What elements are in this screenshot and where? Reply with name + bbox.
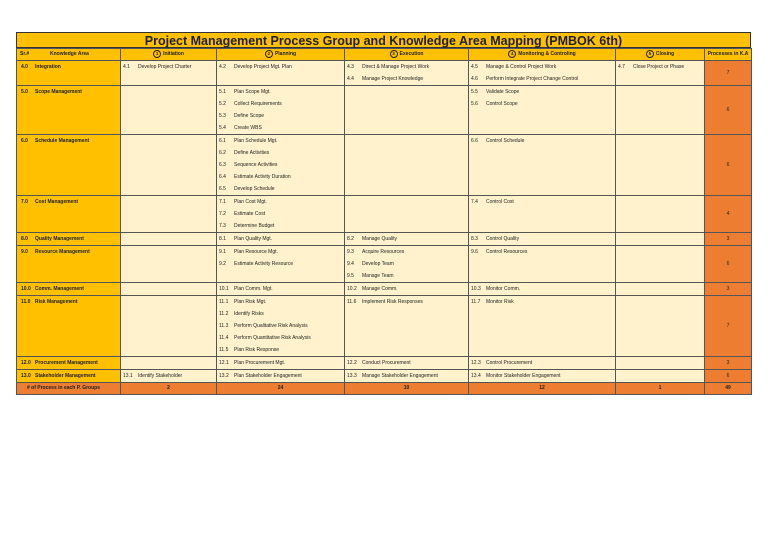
process-number: 5.5: [471, 89, 478, 95]
knowledge-area-name: Integration: [35, 64, 61, 70]
group-number-icon: 2: [265, 50, 273, 58]
process-count: 7: [705, 61, 752, 86]
execution-cell: [345, 233, 469, 246]
process-name: Close Project or Phase: [633, 64, 685, 70]
process-name: Determine Budget: [234, 223, 275, 229]
execution-cell: [345, 135, 469, 196]
process-number: 6.2: [219, 150, 226, 156]
knowledge-area-name: Comm. Management: [35, 286, 84, 292]
process-number: 9.5: [347, 273, 354, 279]
process-item: [217, 61, 344, 73]
process-number: 9.1: [219, 249, 226, 255]
process-name: Control Quality: [486, 236, 520, 242]
footer-label: # of Process in each P. Groups: [17, 383, 121, 395]
knowledge-area-number: 7.0: [21, 199, 28, 205]
mapping-table: [16, 48, 752, 395]
monitoring-cell: [469, 283, 616, 296]
initiation-cell: [121, 283, 217, 296]
process-name: Manage Comm.: [362, 286, 398, 292]
monitoring-header: [469, 49, 616, 61]
knowledge-area-name: Scope Management: [35, 89, 82, 95]
process-number: 8.1: [219, 236, 226, 242]
closing-cell: [616, 135, 705, 196]
initiation-cell: [121, 233, 217, 246]
process-name: Plan Procurement Mgt.: [234, 360, 286, 366]
process-name: Manage Quality: [362, 236, 398, 242]
header-row: [17, 49, 752, 61]
planning-cell: [217, 246, 345, 283]
process-number: 4.4: [347, 76, 354, 82]
process-name: Perform Integrate Project Change Control: [486, 76, 579, 82]
closing-header-label: Closing: [655, 51, 675, 57]
initiation-cell: [121, 296, 217, 357]
process-number: 12.1: [219, 360, 229, 366]
execution-cell: [345, 283, 469, 296]
process-name: Manage Stakeholder Engagement: [362, 373, 438, 379]
group-number-icon: 3: [390, 50, 398, 58]
process-count: 6: [705, 86, 752, 135]
process-name: Identify Risks: [234, 311, 264, 317]
process-name: Estimate Cost: [234, 211, 266, 217]
process-name: Monitor Stakeholder Engagement: [486, 373, 561, 379]
process-number: 6.4: [219, 174, 226, 180]
initiation-total: 2: [121, 383, 217, 395]
process-item: [345, 233, 468, 245]
process-name: Develop Schedule: [234, 186, 275, 192]
process-item: [345, 258, 468, 270]
knowledge-area-row: [17, 196, 752, 233]
planning-cell: [217, 233, 345, 246]
process-name: Manage & Control Project Work: [486, 64, 557, 70]
execution-cell: [345, 296, 469, 357]
process-count: 3: [705, 283, 752, 296]
process-number: 5.1: [219, 89, 226, 95]
execution-cell: [345, 196, 469, 233]
process-name: Monitor Comm.: [486, 286, 521, 292]
knowledge-area-cell: [17, 296, 121, 357]
sr-header: Sr.#: [20, 51, 30, 57]
process-name: Control Schedule: [486, 138, 525, 144]
execution-cell: [345, 357, 469, 370]
process-number: 7.4: [471, 199, 478, 205]
knowledge-area-number: 12.0: [21, 360, 31, 366]
process-name: Plan Risk Response: [234, 347, 280, 353]
mapping-body: [17, 61, 752, 383]
process-item: [217, 147, 344, 159]
process-number: 6.5: [219, 186, 226, 192]
process-name: Perform Quantitative Risk Analysis: [234, 335, 311, 341]
process-item: [469, 86, 615, 98]
monitoring-total: 12: [469, 383, 616, 395]
process-name: Acquire Resources: [362, 249, 405, 255]
mapping-document: [16, 32, 751, 395]
knowledge-area-name: Schedule Management: [35, 138, 90, 144]
process-item: [469, 135, 615, 147]
execution-header: [345, 49, 469, 61]
knowledge-area-row: [17, 370, 752, 383]
planning-total: 24: [217, 383, 345, 395]
execution-total: 10: [345, 383, 469, 395]
process-item: [217, 196, 344, 208]
process-item: [121, 61, 216, 73]
initiation-cell: [121, 135, 217, 196]
monitoring-cell: [469, 296, 616, 357]
process-number: 6.1: [219, 138, 226, 144]
initiation-cell: [121, 61, 217, 86]
monitoring-header-label: Monitoring & Controling: [518, 51, 576, 57]
planning-cell: [217, 86, 345, 135]
process-number: 4.2: [219, 64, 226, 70]
group-number-icon: 4: [508, 50, 516, 58]
process-name: Monitor Risk: [486, 299, 514, 305]
knowledge-area-row: [17, 296, 752, 357]
process-item: [217, 296, 344, 308]
knowledge-area-name: Resource Management: [35, 249, 90, 255]
process-item: [217, 135, 344, 147]
process-number: 10.2: [347, 286, 357, 292]
process-number: 13.4: [471, 373, 481, 379]
process-item: [345, 370, 468, 382]
closing-cell: [616, 357, 705, 370]
process-item: [217, 344, 344, 356]
process-name: Implement Risk Responses: [362, 299, 423, 305]
process-item: [616, 61, 704, 73]
knowledge-area-header: [17, 49, 121, 61]
process-name: Conduct Procurement: [362, 360, 411, 366]
process-item: [217, 171, 344, 183]
process-item: [345, 283, 468, 295]
process-item: [217, 308, 344, 320]
knowledge-area-number: 5.0: [21, 89, 28, 95]
process-count: 6: [705, 370, 752, 383]
execution-cell: [345, 61, 469, 86]
initiation-header: [121, 49, 217, 61]
knowledge-area-cell: [17, 357, 121, 370]
knowledge-area-name: Procurement Management: [35, 360, 98, 366]
closing-total: 1: [616, 383, 705, 395]
process-name: Plan Comm. Mgt.: [234, 286, 273, 292]
planning-cell: [217, 357, 345, 370]
process-number: 5.6: [471, 101, 478, 107]
process-item: [469, 196, 615, 208]
monitoring-cell: [469, 357, 616, 370]
knowledge-area-name: Risk Management: [35, 299, 78, 305]
closing-cell: [616, 61, 705, 86]
execution-cell: [345, 86, 469, 135]
process-number: 12.3: [471, 360, 481, 366]
process-item: [217, 370, 344, 382]
monitoring-cell: [469, 246, 616, 283]
process-item: [217, 183, 344, 195]
knowledge-area-row: [17, 283, 752, 296]
initiation-cell: [121, 246, 217, 283]
knowledge-area-cell: [17, 196, 121, 233]
monitoring-cell: [469, 370, 616, 383]
process-name: Control Scope: [486, 101, 518, 107]
closing-header: [616, 49, 705, 61]
process-item: [345, 73, 468, 85]
process-number: 13.1: [123, 373, 133, 379]
process-name: Perform Qualitative Risk Analysis: [234, 323, 308, 329]
process-number: 5.2: [219, 101, 226, 107]
process-number: 11.3: [219, 323, 229, 329]
process-item: [469, 283, 615, 295]
process-item: [469, 98, 615, 110]
initiation-cell: [121, 370, 217, 383]
knowledge-area-number: 13.0: [21, 373, 31, 379]
knowledge-area-number: 9.0: [21, 249, 28, 255]
process-item: [217, 246, 344, 258]
knowledge-area-row: [17, 357, 752, 370]
process-number: 11.6: [347, 299, 357, 305]
initiation-cell: [121, 357, 217, 370]
document-title: Project Management Process Group and Knowledge Area Mapping (PMBOK 6th): [16, 32, 751, 48]
process-number: 4.5: [471, 64, 478, 70]
process-number: 13.2: [219, 373, 229, 379]
knowledge-area-number: 11.0: [21, 299, 31, 305]
process-item: [217, 110, 344, 122]
knowledge-area-row: [17, 135, 752, 196]
process-item: [469, 357, 615, 369]
process-name: Plan Schedule Mgt.: [234, 138, 278, 144]
knowledge-area-number: 6.0: [21, 138, 28, 144]
planning-cell: [217, 61, 345, 86]
process-name: Plan Cost Mgt.: [234, 199, 267, 205]
knowledge-area-row: [17, 61, 752, 86]
process-count: 3: [705, 233, 752, 246]
process-number: 5.4: [219, 125, 226, 131]
planning-cell: [217, 135, 345, 196]
process-number: 12.2: [347, 360, 357, 366]
planning-cell: [217, 370, 345, 383]
process-name: Estimate Activity Resource: [234, 261, 294, 267]
process-number: 10.1: [219, 286, 229, 292]
process-number: 8.3: [471, 236, 478, 242]
process-name: Plan Stakeholder Engagement: [234, 373, 302, 379]
process-number: 5.3: [219, 113, 226, 119]
process-name: Create WBS: [234, 125, 262, 131]
process-item: [217, 220, 344, 232]
closing-cell: [616, 283, 705, 296]
knowledge-area-header-label: Knowledge Area: [49, 51, 89, 57]
process-item: [469, 73, 615, 85]
knowledge-area-cell: [17, 283, 121, 296]
process-name: Manage Project Knowledge: [362, 76, 424, 82]
closing-cell: [616, 370, 705, 383]
process-number: 8.2: [347, 236, 354, 242]
process-number: 4.1: [123, 64, 130, 70]
process-name: Identify Stakeholder: [138, 373, 183, 379]
process-item: [345, 357, 468, 369]
process-name: Collect Requirements: [234, 101, 282, 107]
knowledge-area-number: 10.0: [21, 286, 31, 292]
process-name: Develop Project Mgt. Plan: [234, 64, 292, 70]
process-name: Plan Risk Mgt.: [234, 299, 267, 305]
closing-cell: [616, 296, 705, 357]
process-number: 6.6: [471, 138, 478, 144]
process-item: [217, 159, 344, 171]
process-item: [217, 98, 344, 110]
process-count: 3: [705, 357, 752, 370]
closing-cell: [616, 196, 705, 233]
process-item: [469, 296, 615, 308]
process-item: [217, 122, 344, 134]
process-item: [217, 86, 344, 98]
process-name: Develop Project Charter: [138, 64, 192, 70]
process-item: [469, 233, 615, 245]
process-name: Define Activities: [234, 150, 270, 156]
process-name: Develop Team: [362, 261, 394, 267]
process-count: 6: [705, 135, 752, 196]
process-name: Plan Resource Mgt.: [234, 249, 278, 255]
process-name: Plan Quality Mgt.: [234, 236, 273, 242]
process-item: [469, 370, 615, 382]
closing-cell: [616, 246, 705, 283]
process-name: Plan Scope Mgt.: [234, 89, 271, 95]
execution-cell: [345, 246, 469, 283]
knowledge-area-row: [17, 233, 752, 246]
process-number: 4.6: [471, 76, 478, 82]
execution-cell: [345, 370, 469, 383]
footer-row: [17, 383, 752, 395]
knowledge-area-name: Quality Management: [35, 236, 84, 242]
grand-total: 49: [705, 383, 752, 395]
processes-header: Processes in K.A: [705, 49, 752, 61]
process-name: Control Resources: [486, 249, 528, 255]
process-name: Estimate Activity Duration: [234, 174, 291, 180]
process-number: 13.3: [347, 373, 357, 379]
process-number: 6.3: [219, 162, 226, 168]
initiation-cell: [121, 86, 217, 135]
process-count: 7: [705, 296, 752, 357]
process-item: [217, 233, 344, 245]
execution-header-label: Execution: [399, 51, 424, 57]
monitoring-cell: [469, 86, 616, 135]
process-name: Validate Scope: [486, 89, 520, 95]
process-item: [217, 283, 344, 295]
monitoring-cell: [469, 196, 616, 233]
knowledge-area-number: 8.0: [21, 236, 28, 242]
process-number: 4.3: [347, 64, 354, 70]
knowledge-area-cell: [17, 233, 121, 246]
process-item: [345, 270, 468, 282]
process-number: 11.1: [219, 299, 229, 305]
process-number: 7.2: [219, 211, 226, 217]
process-name: Define Scope: [234, 113, 265, 119]
process-name: Control Cost: [486, 199, 514, 205]
process-item: [217, 258, 344, 270]
process-item: [217, 332, 344, 344]
closing-cell: [616, 233, 705, 246]
planning-cell: [217, 283, 345, 296]
process-number: 7.1: [219, 199, 226, 205]
process-name: Manage Team: [362, 273, 394, 279]
process-number: 10.3: [471, 286, 481, 292]
process-item: [217, 208, 344, 220]
process-name: Control Procurement: [486, 360, 533, 366]
process-name: Direct & Manage Project Work: [362, 64, 430, 70]
process-number: 11.2: [219, 311, 229, 317]
process-item: [469, 61, 615, 73]
planning-cell: [217, 296, 345, 357]
process-item: [345, 246, 468, 258]
process-number: 11.5: [219, 347, 229, 353]
process-name: Sequence Activities: [234, 162, 278, 168]
initiation-header-label: Initiation: [163, 51, 184, 57]
planning-cell: [217, 196, 345, 233]
process-number: 11.7: [471, 299, 481, 305]
knowledge-area-name: Cost Management: [35, 199, 79, 205]
knowledge-area-cell: [17, 246, 121, 283]
monitoring-cell: [469, 61, 616, 86]
process-number: 9.2: [219, 261, 226, 267]
knowledge-area-number: 4.0: [21, 64, 28, 70]
knowledge-area-name: Stakeholder Management: [35, 373, 96, 379]
knowledge-area-row: [17, 246, 752, 283]
process-count: 4: [705, 196, 752, 233]
monitoring-cell: [469, 233, 616, 246]
process-number: 4.7: [618, 64, 625, 70]
process-number: 11.4: [219, 335, 229, 341]
knowledge-area-row: [17, 86, 752, 135]
initiation-cell: [121, 196, 217, 233]
knowledge-area-cell: [17, 370, 121, 383]
monitoring-cell: [469, 135, 616, 196]
knowledge-area-cell: [17, 86, 121, 135]
process-number: 9.3: [347, 249, 354, 255]
process-number: 9.6: [471, 249, 478, 255]
planning-header-label: Planning: [274, 51, 297, 57]
process-item: [345, 296, 468, 308]
process-item: [469, 246, 615, 258]
process-item: [217, 320, 344, 332]
process-item: [217, 357, 344, 369]
process-number: 7.3: [219, 223, 226, 229]
closing-cell: [616, 86, 705, 135]
process-item: [345, 61, 468, 73]
planning-header: [217, 49, 345, 61]
process-number: 9.4: [347, 261, 354, 267]
group-number-icon: 5: [646, 50, 654, 58]
process-count: 6: [705, 246, 752, 283]
group-number-icon: 1: [153, 50, 161, 58]
knowledge-area-cell: [17, 61, 121, 86]
process-item: [121, 370, 216, 382]
knowledge-area-cell: [17, 135, 121, 196]
